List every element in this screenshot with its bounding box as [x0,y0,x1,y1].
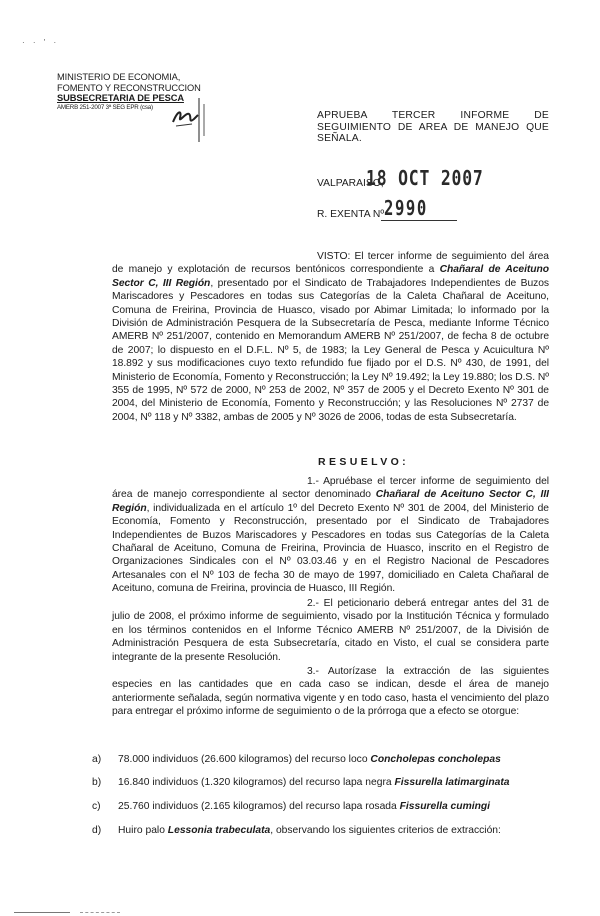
visto-text-2: , presentado por el Sindicato de Trabajadores Independientes de Buzos Mariscadores y Pescadores en todas sus Categorías de la Caleta Chañaral de Aceituno, Comuna de Freirina, Provincia de Huasco, visado por Abimar Limitada; lo informado por la División de Administración Pesquera de la Subsecretaría de Pesca, mediante Informe Técnico AMERB Nº 251/2007, contenido en Memorandum AMERB Nº 251/2007, de fecha 8 de octubre de 2007; lo dispuesto en el D.F.L. Nº 5, de 1983; la Ley General de Pesca y Acuicultura Nº 18.892 y sus modificaciones cuyo texto refundido fue fijado por el D.S. Nº 430, de 1991, del Ministerio de Economía, Fomento y Reconstrucción; la Ley Nº 19.492; la Ley 19.880; los D.S. Nº 355 de 1995, Nº 572 de 2000, Nº 253 de 2002, Nº 357 de 2005 y el Decreto Exento Nº 301 de 2004, del Ministerio de Economía, Fomento y Reconstrucción; y las Resoluciones Nº 2737 de 2004, Nº 118 y Nº 3382, ambas de 2005 y Nº 3026 de 2006, todas de esta Subsecretaría. [112,277,549,423]
resolution-point-1 [112,475,549,596]
heading-line-1: APRUEBA TERCER INFORME DE [317,110,549,121]
resolution-point-2 [112,597,549,664]
list-item-d: d) Huiro palo Lessonia trabeculata, observando los siguientes criterios de extracción: [92,825,501,836]
heading-line-2: SEGUIMIENTO DE AREA DE MANEJO QUE [317,121,549,133]
document-reference: AMERB 251-2007 3ª SEG EPR (csa) [57,103,153,111]
place-label: VALPARAISO, [317,178,384,189]
exenta-label: R. EXENTA Nº [317,209,385,220]
point-3-text: 3.- Autorízase la extracción de las siguientes especies en las cantidades que en cada caso se indican, desde el área de manejo anteriormente señalada, según normativa vigente y en todo caso, hasta el vencimiento del plazo para entregar el próximo informe de seguimiento o de la prórroga que a efecto se otorgue: [112,666,549,718]
footer-rule [14,912,70,913]
stamped-date: 18 OCT 2007 [366,166,484,190]
resolution-heading [317,110,549,145]
list-item-a: a) 78.000 individuos (26.600 kilogramos) del recurso loco Concholepas concholepas [92,754,501,765]
visto-place: Chañaral de Aceituno Sector C, III Región [112,264,550,289]
resolution-point-3 [112,665,549,719]
point-2-text: 2.- El peticionario deberá entregar antes del 31 de julio de 2008, el próximo informe de seguimiento, visado por la Institución Técnica y formulado en los términos contenidos en el Informe Técnico AMERB Nº 251/2007, de la División de Administración Pesquera de esta Subsecretaría, citado en Visto, el cual se considera parte integrante de la presente Resolución. [112,598,549,663]
resuelvo-heading: RESUELVO: [318,456,410,468]
list-item-b: b) 16.840 individuos (1.320 kilogramos) del recurso lapa negra Fissurella latimarginata [92,777,510,788]
point-1-place: Chañaral de Aceituno Sector C, III Región [112,489,549,514]
point-1-text-a: 1.- Apruébase el tercer informe de seguimiento del área de manejo correspondiente al sector denominado [112,476,549,501]
footer-rule-2 [80,912,120,913]
exenta-underline [381,220,457,221]
exenta-number: 2990 [384,196,428,220]
visto-text-1: VISTO: El tercer informe de seguimiento del área de manejo y explotación de recursos bentónicos correspondiente a [112,251,549,276]
margin-marks [196,96,208,144]
ministry-line-1: MINISTERIO DE ECONOMIA, [57,72,181,82]
ministry-line-2: FOMENTO Y RECONSTRUCCION [57,82,201,93]
scan-marks: · · ' · [22,38,60,47]
heading-line-3: SEÑALA. [317,133,362,145]
visto-paragraph [112,250,549,424]
subsecretaria-line: SUBSECRETARIA DE PESCA [57,93,184,104]
list-item-c: c) 25.760 individuos (2.165 kilogramos) del recurso lapa rosada Fissurella cumingi [92,801,491,812]
point-1-text-b: , individualizada en el artículo 1º del Decreto Exento Nº 301 de 2004, del Ministerio de Economía, Fomento y Reconstrucción, presentado por el Sindicato de Trabajadores Independientes de Buzos Mariscadores y Pescadores en todas sus Categorías de la Caleta Chañaral de Aceituno, Comuna de Freirina, Provincia de Huasco, inscrito en el Registro de Organizaciones Sindicales con el Nº 03.03.46 y en el Registro Nacional de Pescadores Artesanales con el Nº 103 de fecha 30 de mayo de 1997, domiciliado en Caleta Chañaral de Aceituno, comuna de Freirina, provincia de Huasco, III Región. [112,502,549,595]
